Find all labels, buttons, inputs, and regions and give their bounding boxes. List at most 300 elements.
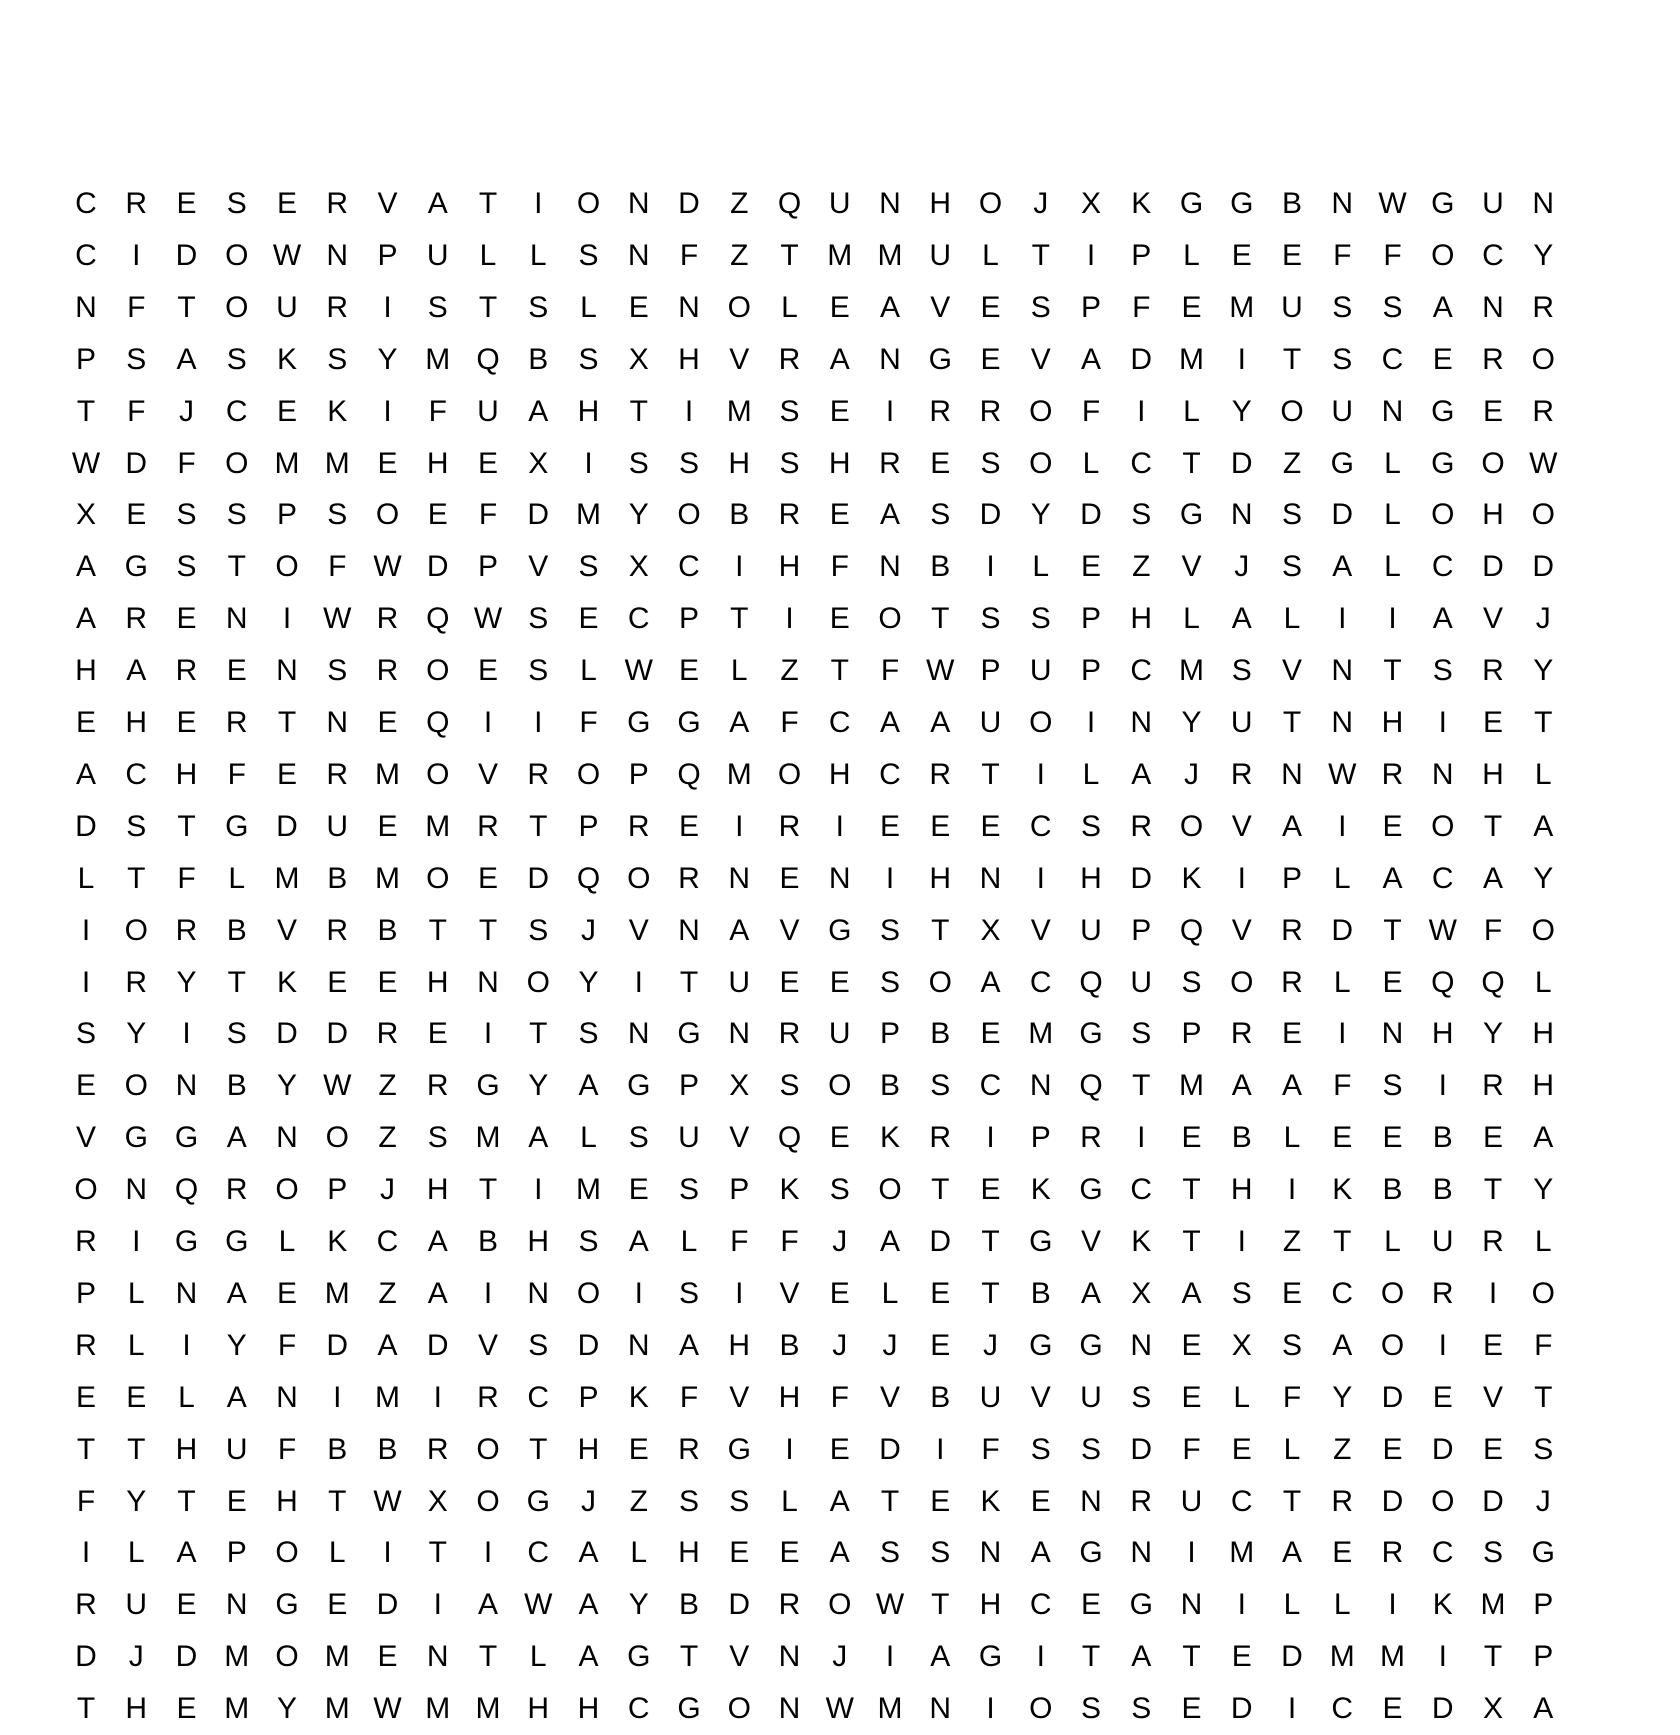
letter-cell[interactable]: A bbox=[427, 187, 448, 220]
letter-cell[interactable]: J bbox=[983, 1328, 998, 1362]
letter-cell[interactable]: H bbox=[577, 1432, 600, 1466]
letter-cell[interactable]: R bbox=[1431, 1276, 1454, 1310]
letter-cell[interactable]: T bbox=[478, 1640, 498, 1674]
letter-cell[interactable]: R bbox=[929, 757, 952, 791]
letter-cell[interactable]: P bbox=[477, 550, 498, 584]
letter-cell[interactable]: M bbox=[224, 1692, 250, 1726]
letter-cell[interactable]: I bbox=[1086, 706, 1096, 739]
letter-cell[interactable]: N bbox=[175, 1276, 198, 1310]
letter-cell[interactable]: U bbox=[979, 1380, 1002, 1414]
letter-cell[interactable]: O bbox=[1531, 342, 1555, 376]
letter-cell[interactable]: S bbox=[1030, 290, 1051, 324]
letter-cell[interactable]: Y bbox=[1332, 1380, 1353, 1414]
letter-cell[interactable]: S bbox=[578, 238, 599, 272]
letter-cell[interactable]: U bbox=[1130, 965, 1153, 999]
letter-cell[interactable]: O bbox=[928, 965, 952, 999]
letter-cell[interactable]: J bbox=[1535, 1484, 1551, 1518]
letter-cell[interactable]: H bbox=[929, 861, 952, 895]
letter-cell[interactable]: I bbox=[383, 290, 392, 324]
letter-cell[interactable]: J bbox=[581, 1484, 596, 1518]
letter-cell[interactable]: Y bbox=[276, 1069, 297, 1103]
letter-cell[interactable]: D bbox=[979, 498, 1002, 532]
letter-cell[interactable]: R bbox=[326, 757, 349, 791]
letter-cell[interactable]: V bbox=[1281, 654, 1302, 688]
letter-cell[interactable]: F bbox=[1333, 1069, 1352, 1103]
letter-cell[interactable]: K bbox=[1332, 1173, 1353, 1207]
letter-cell[interactable]: E bbox=[1382, 965, 1403, 999]
letter-cell[interactable]: B bbox=[930, 550, 951, 584]
letter-cell[interactable]: C bbox=[1331, 1276, 1354, 1310]
letter-cell[interactable]: O bbox=[1280, 394, 1304, 428]
letter-cell[interactable]: F bbox=[830, 550, 849, 584]
letter-cell[interactable]: J bbox=[380, 1173, 395, 1207]
letter-cell[interactable]: M bbox=[425, 1692, 451, 1726]
letter-cell[interactable]: I bbox=[1237, 1225, 1246, 1258]
letter-cell[interactable]: L bbox=[1082, 757, 1100, 791]
letter-cell[interactable]: E bbox=[1432, 342, 1453, 376]
letter-cell[interactable]: W bbox=[624, 654, 653, 688]
letter-cell[interactable]: B bbox=[528, 342, 549, 376]
letter-cell[interactable]: F bbox=[679, 1380, 699, 1414]
letter-cell[interactable]: E bbox=[829, 965, 850, 999]
letter-cell[interactable]: Y bbox=[628, 1588, 649, 1622]
letter-cell[interactable]: T bbox=[1483, 1173, 1503, 1207]
letter-cell[interactable]: S bbox=[1382, 1069, 1403, 1103]
letter-cell[interactable]: K bbox=[1131, 1225, 1152, 1258]
letter-cell[interactable]: E bbox=[678, 654, 699, 688]
letter-cell[interactable]: R bbox=[1080, 1121, 1102, 1155]
letter-cell[interactable]: O bbox=[1029, 446, 1053, 480]
letter-cell[interactable]: E bbox=[1482, 394, 1503, 428]
letter-cell[interactable]: H bbox=[527, 1692, 550, 1726]
letter-cell[interactable]: L bbox=[881, 1276, 899, 1310]
letter-cell[interactable]: D bbox=[1281, 1640, 1303, 1674]
letter-cell[interactable]: I bbox=[584, 446, 593, 480]
letter-cell[interactable]: N bbox=[276, 1380, 298, 1414]
letter-cell[interactable]: F bbox=[428, 394, 447, 428]
letter-cell[interactable]: L bbox=[630, 1536, 648, 1570]
letter-cell[interactable]: L bbox=[1283, 1432, 1301, 1466]
letter-cell[interactable]: H bbox=[1431, 1017, 1454, 1051]
letter-cell[interactable]: L bbox=[1082, 446, 1100, 480]
letter-cell[interactable]: D bbox=[1431, 1432, 1454, 1466]
letter-cell[interactable]: Y bbox=[528, 1069, 549, 1103]
letter-cell[interactable]: O bbox=[426, 757, 450, 791]
letter-cell[interactable]: E bbox=[226, 654, 247, 688]
letter-cell[interactable]: M bbox=[1329, 1640, 1355, 1674]
letter-cell[interactable]: C bbox=[376, 1225, 399, 1258]
letter-cell[interactable]: B bbox=[729, 498, 750, 532]
letter-cell[interactable]: E bbox=[930, 809, 951, 843]
letter-cell[interactable]: P bbox=[327, 1173, 348, 1207]
letter-cell[interactable]: U bbox=[125, 1588, 148, 1622]
letter-cell[interactable]: E bbox=[829, 1121, 850, 1155]
letter-cell[interactable]: P bbox=[377, 238, 398, 272]
letter-cell[interactable]: I bbox=[1036, 757, 1045, 791]
letter-cell[interactable]: Y bbox=[176, 965, 197, 999]
letter-cell[interactable]: Y bbox=[628, 498, 649, 532]
letter-cell[interactable]: G bbox=[978, 1640, 1003, 1674]
letter-cell[interactable]: R bbox=[1532, 290, 1555, 324]
letter-cell[interactable]: C bbox=[1029, 965, 1052, 999]
letter-cell[interactable]: D bbox=[678, 187, 700, 220]
letter-cell[interactable]: M bbox=[475, 1121, 501, 1155]
letter-cell[interactable]: R bbox=[627, 809, 650, 843]
letter-cell[interactable]: A bbox=[1030, 1536, 1051, 1570]
letter-cell[interactable]: V bbox=[1030, 342, 1051, 376]
letter-cell[interactable]: S bbox=[930, 1069, 951, 1103]
letter-cell[interactable]: T bbox=[277, 706, 297, 739]
letter-cell[interactable]: H bbox=[1080, 861, 1102, 895]
letter-cell[interactable]: N bbox=[326, 706, 349, 739]
letter-cell[interactable]: K bbox=[980, 1484, 1001, 1518]
letter-cell[interactable]: A bbox=[1131, 1640, 1152, 1674]
letter-cell[interactable]: T bbox=[478, 913, 498, 947]
letter-cell[interactable]: Q bbox=[476, 342, 500, 376]
letter-cell[interactable]: N bbox=[1482, 290, 1504, 324]
letter-cell[interactable]: Y bbox=[1533, 654, 1554, 688]
letter-cell[interactable]: R bbox=[527, 757, 550, 791]
letter-cell[interactable]: T bbox=[1483, 809, 1503, 843]
letter-cell[interactable]: A bbox=[377, 1328, 398, 1362]
letter-cell[interactable]: A bbox=[1281, 809, 1302, 843]
letter-cell[interactable]: W bbox=[272, 238, 302, 272]
letter-cell[interactable]: L bbox=[781, 290, 798, 324]
letter-cell[interactable]: M bbox=[877, 238, 903, 272]
letter-cell[interactable]: B bbox=[1382, 1173, 1403, 1207]
letter-cell[interactable]: N bbox=[1080, 1484, 1102, 1518]
letter-cell[interactable]: L bbox=[1534, 965, 1552, 999]
letter-cell[interactable]: V bbox=[729, 1380, 750, 1414]
letter-cell[interactable]: I bbox=[534, 1173, 543, 1207]
letter-cell[interactable]: I bbox=[383, 394, 392, 428]
letter-cell[interactable]: J bbox=[1033, 187, 1049, 220]
letter-cell[interactable]: Q bbox=[1481, 965, 1505, 999]
letter-cell[interactable]: I bbox=[885, 1640, 895, 1674]
letter-cell[interactable]: S bbox=[1080, 1692, 1101, 1726]
letter-cell[interactable]: Z bbox=[1333, 1432, 1352, 1466]
letter-cell[interactable]: L bbox=[178, 1380, 195, 1414]
letter-cell[interactable]: P bbox=[276, 498, 297, 532]
letter-cell[interactable]: V bbox=[1482, 602, 1503, 636]
letter-cell[interactable]: T bbox=[1282, 706, 1302, 739]
letter-cell[interactable]: T bbox=[679, 965, 699, 999]
letter-cell[interactable]: I bbox=[483, 1017, 493, 1051]
letter-cell[interactable]: C bbox=[1482, 238, 1504, 272]
letter-cell[interactable]: R bbox=[75, 1588, 97, 1622]
letter-cell[interactable]: E bbox=[176, 602, 197, 636]
letter-cell[interactable]: R bbox=[979, 394, 1002, 428]
letter-cell[interactable]: O bbox=[1029, 394, 1053, 428]
letter-cell[interactable]: O bbox=[275, 1640, 299, 1674]
letter-cell[interactable]: I bbox=[1086, 238, 1096, 272]
letter-cell[interactable]: I bbox=[483, 1536, 493, 1570]
letter-cell[interactable]: G bbox=[476, 1069, 500, 1103]
letter-cell[interactable]: R bbox=[1381, 1536, 1404, 1570]
letter-cell[interactable]: X bbox=[980, 913, 1001, 947]
letter-cell[interactable]: D bbox=[376, 1588, 399, 1622]
letter-cell[interactable]: E bbox=[327, 1588, 348, 1622]
letter-cell[interactable]: G bbox=[174, 1121, 199, 1155]
letter-cell[interactable]: T bbox=[629, 394, 648, 428]
letter-cell[interactable]: H bbox=[426, 965, 449, 999]
letter-cell[interactable]: C bbox=[879, 757, 901, 791]
letter-cell[interactable]: X bbox=[729, 1069, 750, 1103]
letter-cell[interactable]: E bbox=[1181, 1692, 1202, 1726]
letter-cell[interactable]: S bbox=[1231, 654, 1252, 688]
letter-cell[interactable]: S bbox=[1231, 1276, 1252, 1310]
letter-cell[interactable]: P bbox=[578, 1380, 599, 1414]
letter-cell[interactable]: O bbox=[1029, 1692, 1053, 1726]
letter-cell[interactable]: A bbox=[528, 394, 549, 428]
letter-cell[interactable]: R bbox=[778, 1588, 801, 1622]
letter-cell[interactable]: E bbox=[1181, 1328, 1202, 1362]
letter-cell[interactable]: Z bbox=[730, 238, 749, 272]
letter-cell[interactable]: B bbox=[327, 861, 348, 895]
letter-cell[interactable]: O bbox=[225, 446, 249, 480]
letter-cell[interactable]: R bbox=[75, 1225, 97, 1258]
letter-cell[interactable]: I bbox=[684, 394, 694, 428]
letter-cell[interactable]: E bbox=[829, 1276, 850, 1310]
letter-cell[interactable]: R bbox=[175, 654, 198, 688]
letter-cell[interactable]: A bbox=[930, 706, 951, 739]
letter-cell[interactable]: U bbox=[276, 290, 298, 324]
letter-cell[interactable]: V bbox=[930, 290, 951, 324]
letter-cell[interactable]: I bbox=[986, 1121, 995, 1155]
letter-cell[interactable]: F bbox=[579, 706, 598, 739]
letter-cell[interactable]: M bbox=[425, 342, 451, 376]
letter-cell[interactable]: P bbox=[578, 809, 599, 843]
letter-cell[interactable]: U bbox=[1180, 1484, 1203, 1518]
letter-cell[interactable]: W bbox=[926, 654, 955, 688]
letter-cell[interactable]: H bbox=[527, 1225, 550, 1258]
letter-cell[interactable]: B bbox=[377, 913, 398, 947]
letter-cell[interactable]: T bbox=[428, 913, 447, 947]
letter-cell[interactable]: A bbox=[879, 498, 900, 532]
letter-cell[interactable]: G bbox=[677, 1017, 701, 1051]
letter-cell[interactable]: S bbox=[879, 1536, 900, 1570]
letter-cell[interactable]: Y bbox=[1181, 706, 1202, 739]
letter-cell[interactable]: X bbox=[628, 342, 649, 376]
letter-cell[interactable]: L bbox=[1384, 498, 1401, 532]
letter-cell[interactable]: A bbox=[176, 1536, 197, 1570]
letter-cell[interactable]: O bbox=[225, 238, 249, 272]
letter-cell[interactable]: C bbox=[1431, 861, 1454, 895]
letter-cell[interactable]: B bbox=[1432, 1121, 1453, 1155]
letter-cell[interactable]: I bbox=[835, 809, 844, 843]
letter-cell[interactable]: E bbox=[930, 446, 951, 480]
letter-cell[interactable]: W bbox=[875, 1588, 905, 1622]
letter-cell[interactable]: U bbox=[929, 238, 952, 272]
letter-cell[interactable]: L bbox=[1283, 1588, 1301, 1622]
letter-cell[interactable]: I bbox=[1137, 394, 1146, 428]
letter-cell[interactable]: G bbox=[727, 1432, 751, 1466]
letter-cell[interactable]: T bbox=[177, 290, 196, 324]
letter-cell[interactable]: E bbox=[1382, 809, 1403, 843]
letter-cell[interactable]: T bbox=[981, 1276, 1000, 1310]
letter-cell[interactable]: O bbox=[1531, 913, 1555, 947]
letter-cell[interactable]: L bbox=[1183, 238, 1200, 272]
letter-cell[interactable]: U bbox=[477, 394, 499, 428]
letter-cell[interactable]: I bbox=[182, 1328, 191, 1362]
letter-cell[interactable]: E bbox=[1281, 238, 1302, 272]
letter-cell[interactable]: S bbox=[930, 498, 951, 532]
letter-cell[interactable]: L bbox=[580, 290, 597, 324]
letter-cell[interactable]: C bbox=[125, 757, 148, 791]
letter-cell[interactable]: H bbox=[828, 446, 851, 480]
letter-cell[interactable]: A bbox=[578, 1640, 599, 1674]
letter-cell[interactable]: N bbox=[778, 1692, 801, 1726]
letter-cell[interactable]: I bbox=[1438, 1640, 1447, 1674]
letter-cell[interactable]: F bbox=[177, 861, 196, 895]
letter-cell[interactable]: M bbox=[1028, 1017, 1054, 1051]
letter-cell[interactable]: H bbox=[426, 1173, 449, 1207]
letter-cell[interactable]: G bbox=[1129, 1588, 1153, 1622]
letter-cell[interactable]: O bbox=[325, 1121, 349, 1155]
letter-cell[interactable]: C bbox=[1381, 342, 1404, 376]
letter-cell[interactable]: U bbox=[979, 706, 1002, 739]
letter-cell[interactable]: Q bbox=[576, 861, 601, 895]
letter-cell[interactable]: H bbox=[75, 654, 97, 688]
letter-cell[interactable]: E bbox=[1482, 1121, 1503, 1155]
letter-cell[interactable]: C bbox=[225, 394, 248, 428]
letter-cell[interactable]: Y bbox=[1030, 498, 1051, 532]
letter-cell[interactable]: I bbox=[81, 1536, 91, 1570]
letter-cell[interactable]: F bbox=[780, 706, 799, 739]
letter-cell[interactable]: S bbox=[1080, 809, 1101, 843]
letter-cell[interactable]: P bbox=[1181, 1017, 1202, 1051]
letter-cell[interactable]: X bbox=[1231, 1328, 1252, 1362]
letter-cell[interactable]: R bbox=[376, 602, 399, 636]
letter-cell[interactable]: O bbox=[828, 1069, 852, 1103]
letter-cell[interactable]: F bbox=[76, 1484, 96, 1518]
letter-cell[interactable]: O bbox=[1531, 1276, 1555, 1310]
letter-cell[interactable]: K bbox=[628, 1380, 649, 1414]
letter-cell[interactable]: I bbox=[483, 706, 493, 739]
letter-cell[interactable]: P bbox=[75, 342, 96, 376]
letter-cell[interactable]: C bbox=[1130, 1173, 1153, 1207]
letter-cell[interactable]: R bbox=[225, 1173, 248, 1207]
letter-cell[interactable]: L bbox=[278, 1225, 296, 1258]
letter-cell[interactable]: D bbox=[1482, 550, 1504, 584]
letter-cell[interactable]: H bbox=[678, 1536, 700, 1570]
letter-cell[interactable]: I bbox=[132, 1225, 141, 1258]
letter-cell[interactable]: G bbox=[627, 706, 651, 739]
letter-cell[interactable]: S bbox=[427, 290, 448, 324]
letter-cell[interactable]: A bbox=[226, 1380, 247, 1414]
letter-cell[interactable]: E bbox=[1332, 1536, 1353, 1570]
letter-cell[interactable]: G bbox=[526, 1484, 550, 1518]
letter-cell[interactable]: I bbox=[1438, 1069, 1447, 1103]
letter-cell[interactable]: W bbox=[1328, 757, 1357, 791]
letter-cell[interactable]: S bbox=[628, 1121, 649, 1155]
letter-cell[interactable]: H bbox=[426, 446, 449, 480]
letter-cell[interactable]: N bbox=[326, 238, 349, 272]
letter-cell[interactable]: E bbox=[1332, 1121, 1353, 1155]
letter-cell[interactable]: R bbox=[75, 1328, 97, 1362]
letter-cell[interactable]: Z bbox=[1282, 1225, 1302, 1258]
letter-cell[interactable]: V bbox=[628, 913, 649, 947]
letter-cell[interactable]: G bbox=[225, 809, 249, 843]
letter-cell[interactable]: L bbox=[529, 238, 547, 272]
letter-cell[interactable]: M bbox=[726, 394, 752, 428]
letter-cell[interactable]: Z bbox=[1132, 550, 1151, 584]
letter-cell[interactable]: N bbox=[678, 290, 700, 324]
letter-cell[interactable]: J bbox=[832, 1225, 848, 1258]
letter-cell[interactable]: R bbox=[1482, 654, 1504, 688]
letter-cell[interactable]: I bbox=[483, 1276, 493, 1310]
letter-cell[interactable]: E bbox=[377, 1640, 398, 1674]
letter-cell[interactable]: I bbox=[1287, 1692, 1297, 1726]
letter-cell[interactable]: T bbox=[1534, 1380, 1553, 1414]
letter-cell[interactable]: I bbox=[1388, 602, 1397, 636]
letter-cell[interactable]: U bbox=[426, 238, 449, 272]
letter-cell[interactable]: R bbox=[1482, 342, 1504, 376]
letter-cell[interactable]: V bbox=[528, 550, 549, 584]
letter-cell[interactable]: S bbox=[176, 498, 197, 532]
letter-cell[interactable]: E bbox=[779, 861, 800, 895]
letter-cell[interactable]: I bbox=[1287, 1173, 1297, 1207]
letter-cell[interactable]: E bbox=[829, 290, 850, 324]
letter-cell[interactable]: N bbox=[678, 913, 700, 947]
letter-cell[interactable]: U bbox=[1281, 290, 1303, 324]
letter-cell[interactable]: D bbox=[75, 809, 97, 843]
letter-cell[interactable]: D bbox=[276, 1017, 298, 1051]
letter-cell[interactable]: S bbox=[1332, 342, 1353, 376]
letter-cell[interactable]: S bbox=[176, 550, 197, 584]
letter-cell[interactable]: U bbox=[1431, 1225, 1454, 1258]
letter-cell[interactable]: P bbox=[1131, 238, 1152, 272]
letter-cell[interactable]: R bbox=[1230, 757, 1253, 791]
letter-cell[interactable]: A bbox=[578, 1536, 599, 1570]
letter-cell[interactable]: I bbox=[132, 238, 141, 272]
letter-cell[interactable]: V bbox=[729, 1121, 750, 1155]
letter-cell[interactable]: K bbox=[276, 342, 297, 376]
letter-cell[interactable]: T bbox=[76, 1432, 96, 1466]
letter-cell[interactable]: M bbox=[274, 446, 300, 480]
letter-cell[interactable]: X bbox=[1080, 187, 1101, 220]
letter-cell[interactable]: C bbox=[1130, 446, 1153, 480]
letter-cell[interactable]: G bbox=[1531, 1536, 1555, 1570]
letter-cell[interactable]: P bbox=[1080, 602, 1101, 636]
letter-cell[interactable]: F bbox=[277, 1432, 297, 1466]
letter-cell[interactable]: T bbox=[981, 1225, 1000, 1258]
letter-cell[interactable]: S bbox=[1482, 1536, 1503, 1570]
letter-cell[interactable]: M bbox=[1179, 1069, 1204, 1103]
letter-cell[interactable]: E bbox=[176, 1588, 197, 1622]
letter-cell[interactable]: K bbox=[1432, 1588, 1453, 1622]
letter-cell[interactable]: E bbox=[729, 1536, 750, 1570]
letter-cell[interactable]: H bbox=[678, 342, 700, 376]
letter-cell[interactable]: R bbox=[426, 1432, 449, 1466]
letter-cell[interactable]: A bbox=[75, 757, 96, 791]
letter-cell[interactable]: D bbox=[1230, 1692, 1253, 1726]
letter-cell[interactable]: Z bbox=[730, 187, 749, 220]
letter-cell[interactable]: M bbox=[324, 1692, 350, 1726]
letter-cell[interactable]: V bbox=[477, 1328, 498, 1362]
letter-cell[interactable]: L bbox=[1032, 550, 1050, 584]
letter-cell[interactable]: I bbox=[885, 394, 895, 428]
letter-cell[interactable]: T bbox=[931, 1588, 950, 1622]
letter-cell[interactable]: K bbox=[1030, 1173, 1051, 1207]
letter-cell[interactable]: C bbox=[678, 550, 700, 584]
letter-cell[interactable]: Q bbox=[777, 187, 802, 220]
letter-cell[interactable]: E bbox=[1382, 1432, 1403, 1466]
letter-cell[interactable]: N bbox=[276, 1121, 298, 1155]
letter-cell[interactable]: N bbox=[879, 342, 901, 376]
letter-cell[interactable]: W bbox=[373, 1692, 402, 1726]
letter-cell[interactable]: C bbox=[828, 706, 851, 739]
